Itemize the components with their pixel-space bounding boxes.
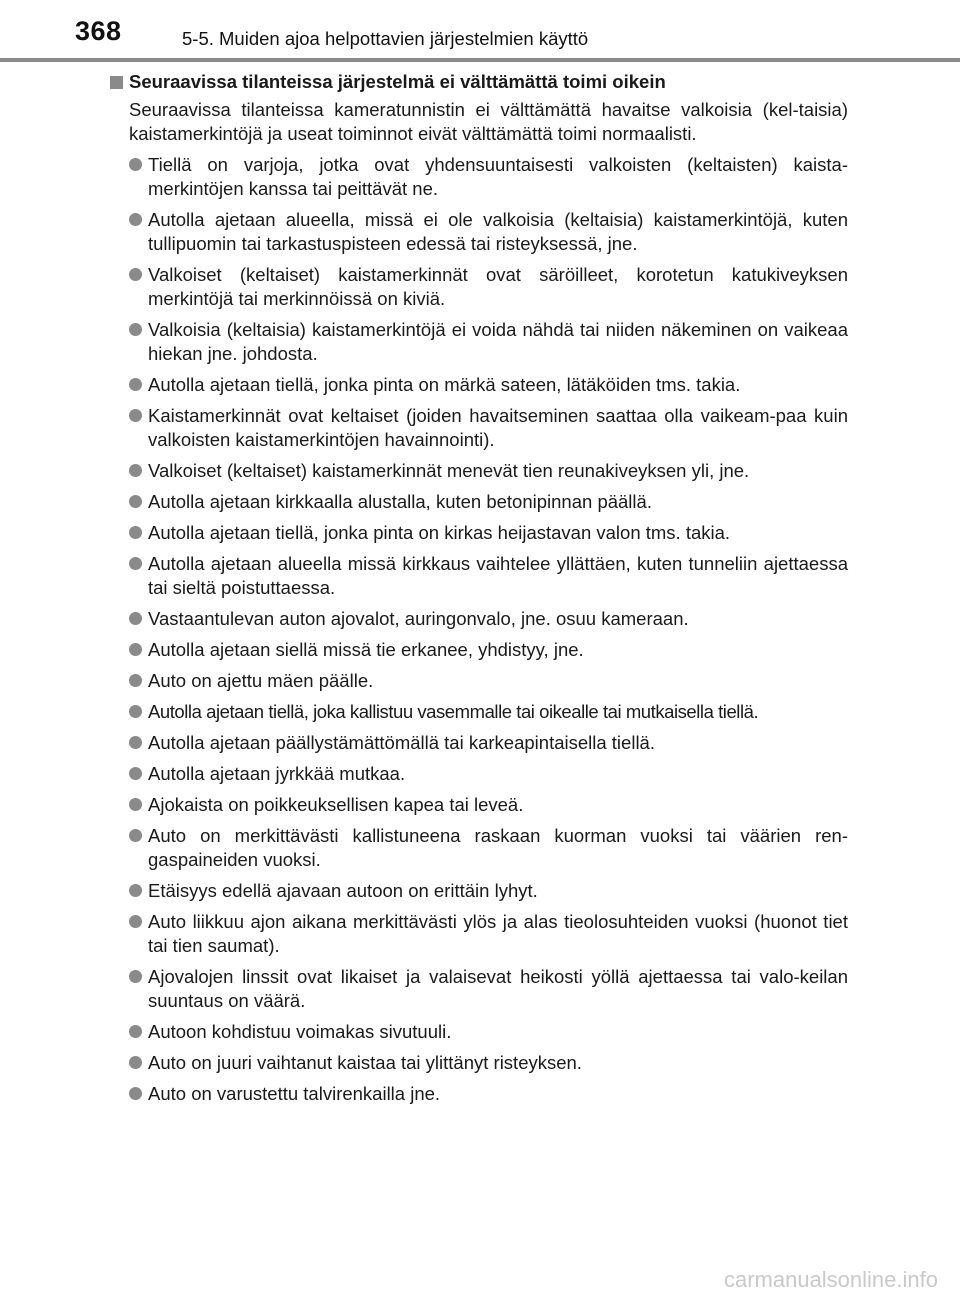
list-item <box>110 153 848 201</box>
list-item <box>110 263 848 311</box>
list-item <box>110 521 848 545</box>
section-heading-row <box>110 70 848 94</box>
circle-bullet-icon <box>129 915 142 928</box>
list-item <box>110 879 848 903</box>
list-item-text: Autolla ajetaan alueella, missä ei ole valkoisia (keltaisia) kaistamerkintöjä, kuten tullipuomin tai tarkastuspisteen edessä tai risteyksessä, jne. <box>148 209 848 254</box>
circle-bullet-icon <box>129 378 142 391</box>
circle-bullet-icon <box>129 767 142 780</box>
list-item-text: Autoon kohdistuu voimakas sivutuuli. <box>148 1021 452 1042</box>
circle-bullet-icon <box>129 1056 142 1069</box>
list-item-text: Ajovalojen linssit ovat likaiset ja valaisevat heikosti yöllä ajettaessa tai valo-keilan suuntaus on väärä. <box>148 966 848 1011</box>
list-item-text: Autolla ajetaan tiellä, jonka pinta on märkä sateen, lätäköiden tms. takia. <box>148 374 741 395</box>
list-item-text: Etäisyys edellä ajavaan autoon on erittäin lyhyt. <box>148 880 538 901</box>
page-number: 368 <box>75 16 122 46</box>
circle-bullet-icon <box>129 829 142 842</box>
circle-bullet-icon <box>129 268 142 281</box>
circle-bullet-icon <box>129 884 142 897</box>
list-item <box>110 965 848 1013</box>
list-item <box>110 490 848 514</box>
circle-bullet-icon <box>129 970 142 983</box>
list-item <box>110 1051 848 1075</box>
circle-bullet-icon <box>129 495 142 508</box>
list-item-text: Valkoisia (keltaisia) kaistamerkintöjä ei voida nähdä tai niiden näkeminen on vaikeaa hiekan jne. johdosta. <box>148 319 848 364</box>
list-item-text: Auto on ajettu mäen päälle. <box>148 670 374 691</box>
list-item <box>110 404 848 452</box>
watermark: carmanualsonline.info <box>723 1267 938 1292</box>
chapter-title: 5-5. Muiden ajoa helpottavien järjestelmien käyttö <box>182 28 589 49</box>
list-item <box>110 208 848 256</box>
circle-bullet-icon <box>129 1087 142 1100</box>
list-item-text: Autolla ajetaan alueella missä kirkkaus vaihtelee yllättäen, kuten tunneliin ajettaessa tai sieltä poistuttaessa. <box>148 553 848 598</box>
circle-bullet-icon <box>129 736 142 749</box>
list-item <box>110 824 848 872</box>
square-bullet-icon <box>110 76 123 89</box>
list-item-text: Auto on merkittävästi kallistuneena raskaan kuorman vuoksi tai väärien ren-gaspaineiden vuoksi. <box>148 825 848 870</box>
list-item-text: Valkoiset (keltaiset) kaistamerkinnät ovat säröilleet, korotetun katukiveyksen merkintöjä tai merkinnöissä on kiviä. <box>148 264 848 309</box>
section-content <box>110 70 848 1113</box>
list-item-text: Auto liikkuu ajon aikana merkittävästi ylös ja alas tieolosuhteiden vuoksi (huonot tiet tai tien saumat). <box>148 911 848 956</box>
circle-bullet-icon <box>129 213 142 226</box>
circle-bullet-icon <box>129 705 142 718</box>
bullet-list <box>110 153 848 1106</box>
circle-bullet-icon <box>129 1025 142 1038</box>
circle-bullet-icon <box>129 464 142 477</box>
list-item-text: Autolla ajetaan päällystämättömällä tai karkeapintaisella tiellä. <box>148 732 655 753</box>
list-item <box>110 910 848 958</box>
list-item-text: Autolla ajetaan jyrkkää mutkaa. <box>148 763 406 784</box>
circle-bullet-icon <box>129 612 142 625</box>
list-item <box>110 373 848 397</box>
list-item <box>110 793 848 817</box>
list-item-text: Tiellä on varjoja, jotka ovat yhdensuuntaisesti valkoisten (keltaisten) kaista-merkintöjen kanssa tai peittävät ne. <box>148 154 848 199</box>
circle-bullet-icon <box>129 798 142 811</box>
section-intro: Seuraavissa tilanteissa kameratunnistin ei välttämättä havaitse valkoisia (kel-taisia) kaistamerkintöjä ja useat toiminnot eivät välttämättä toimi normaalisti. <box>129 99 848 144</box>
list-item-text: Autolla ajetaan tiellä, joka kallistuu vasemmalle tai oikealle tai mutkaisella tiellä. <box>148 701 759 722</box>
list-item <box>110 552 848 600</box>
list-item-text: Auto on juuri vaihtanut kaistaa tai ylittänyt risteyksen. <box>148 1052 582 1073</box>
header-rule <box>0 58 960 62</box>
list-item-text: Autolla ajetaan tiellä, jonka pinta on kirkas heijastavan valon tms. takia. <box>148 522 731 543</box>
section-heading: Seuraavissa tilanteissa järjestelmä ei välttämättä toimi oikein <box>129 71 666 92</box>
list-item-text: Vastaantulevan auton ajovalot, auringonvalo, jne. osuu kameraan. <box>148 608 689 629</box>
list-item <box>110 459 848 483</box>
list-item-text: Auto on varustettu talvirenkailla jne. <box>148 1083 441 1104</box>
circle-bullet-icon <box>129 526 142 539</box>
circle-bullet-icon <box>129 557 142 570</box>
list-item <box>110 731 848 755</box>
circle-bullet-icon <box>129 323 142 336</box>
list-item <box>110 1082 848 1106</box>
circle-bullet-icon <box>129 643 142 656</box>
list-item <box>110 607 848 631</box>
list-item-text: Autolla ajetaan siellä missä tie erkanee, yhdistyy, jne. <box>148 639 584 660</box>
list-item <box>110 700 848 724</box>
list-item <box>110 638 848 662</box>
list-item <box>110 669 848 693</box>
circle-bullet-icon <box>129 409 142 422</box>
page-header <box>0 0 960 62</box>
list-item <box>110 318 848 366</box>
list-item-text: Kaistamerkinnät ovat keltaiset (joiden havaitseminen saattaa olla vaikeam-paa kuin valkoisten kaistamerkintöjen havainnointi). <box>148 405 848 450</box>
circle-bullet-icon <box>129 158 142 171</box>
circle-bullet-icon <box>129 674 142 687</box>
list-item <box>110 1020 848 1044</box>
list-item-text: Ajokaista on poikkeuksellisen kapea tai leveä. <box>148 794 524 815</box>
list-item-text: Valkoiset (keltaiset) kaistamerkinnät menevät tien reunakiveyksen yli, jne. <box>148 460 750 481</box>
list-item-text: Autolla ajetaan kirkkaalla alustalla, kuten betonipinnan päällä. <box>148 491 652 512</box>
list-item <box>110 762 848 786</box>
